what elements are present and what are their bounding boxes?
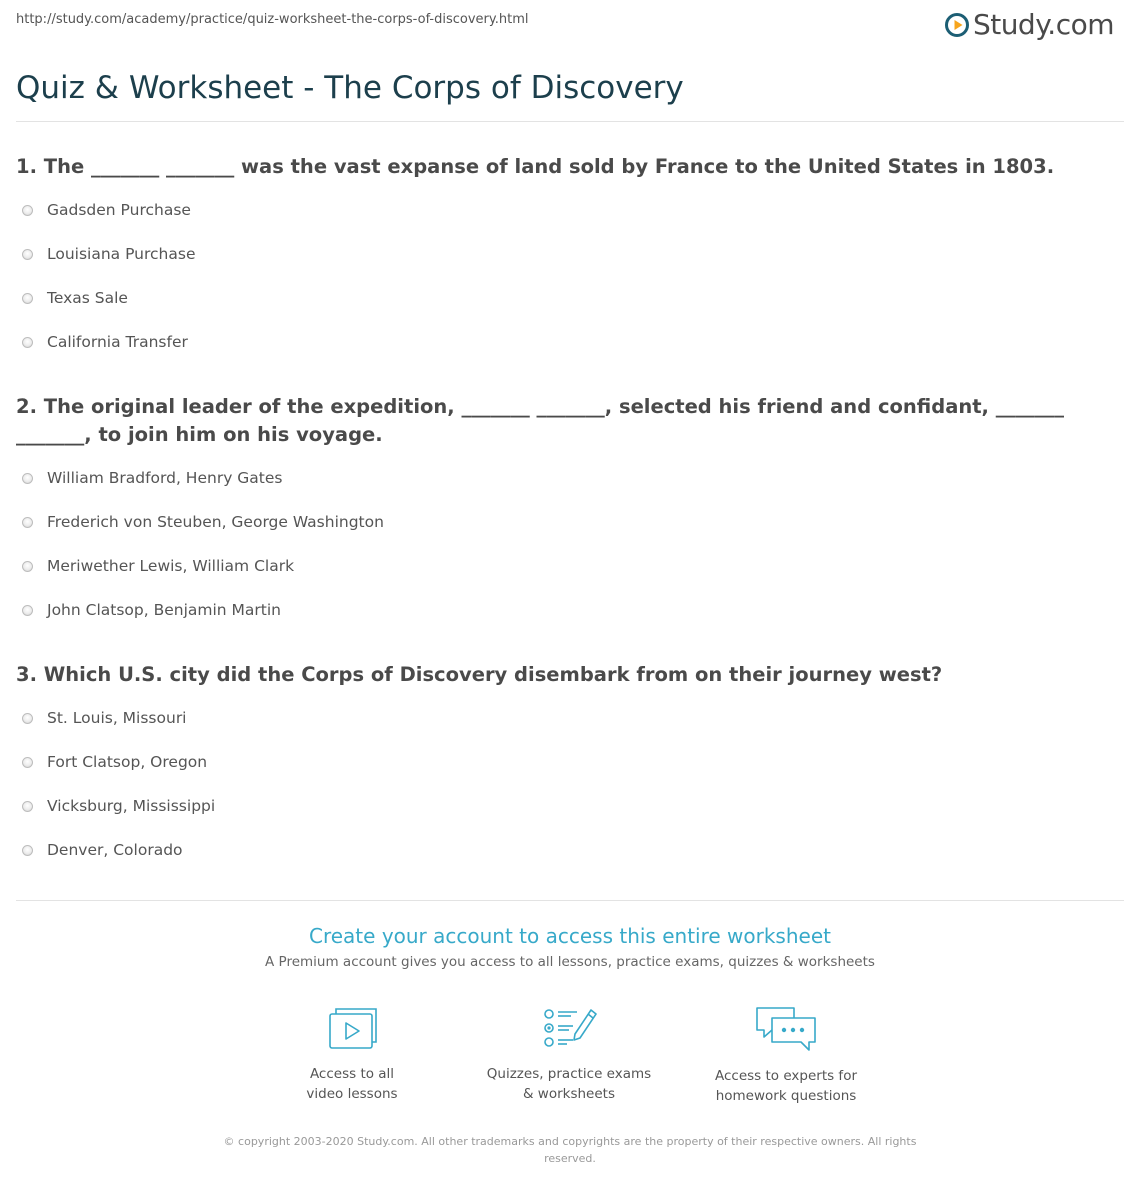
- feature-label-line1: Quizzes, practice exams: [486, 1066, 652, 1082]
- section-divider: [16, 900, 1124, 901]
- study-logo[interactable]: [945, 8, 1114, 41]
- feature-label-line2: homework questions: [715, 1088, 857, 1104]
- chat-bubbles-icon: [754, 1004, 818, 1054]
- cta-subtitle: A Premium account gives you access to all lessons, practice exams, quizzes & worksheets: [265, 954, 875, 970]
- feature-label-line2: & worksheets: [522, 1086, 615, 1102]
- feature-label-line1: Access to experts for: [714, 1068, 857, 1084]
- radio-button[interactable]: [22, 473, 33, 484]
- q3-option-3[interactable]: [22, 795, 215, 817]
- logo-text: Study.com: [972, 8, 1114, 41]
- option-label: St. Louis, Missouri: [47, 709, 187, 727]
- option-label: John Clatsop, Benjamin Martin: [47, 601, 281, 619]
- page-url[interactable]: http://study.com/academy/practice/quiz-worksheet-the-corps-of-discovery.html: [16, 12, 529, 27]
- q3-option-2[interactable]: [22, 751, 207, 773]
- option-label: Gadsden Purchase: [47, 201, 191, 219]
- option-label: Meriwether Lewis, William Clark: [47, 557, 295, 575]
- option-label: Fort Clatsop, Oregon: [47, 753, 208, 771]
- radio-button[interactable]: [22, 293, 33, 304]
- q1-option-2[interactable]: [22, 243, 196, 265]
- radio-button[interactable]: [22, 205, 33, 216]
- option-label: Denver, Colorado: [47, 841, 183, 859]
- option-label: Texas Sale: [47, 289, 128, 307]
- option-label: Vicksburg, Mississippi: [47, 797, 216, 815]
- q2-option-4[interactable]: [22, 599, 281, 621]
- title-divider: [16, 121, 1124, 122]
- q2-option-3[interactable]: [22, 555, 294, 577]
- q1-option-4[interactable]: [22, 331, 188, 353]
- q1-option-1[interactable]: [22, 199, 191, 221]
- question-2: 2. The original leader of the expedition, _______ _______, selected his friend and confidant, _______ _______, to join him on his voyage.: [16, 395, 1065, 446]
- radio-button[interactable]: [22, 713, 33, 724]
- feature-experts: [686, 1004, 886, 1106]
- q2-option-1[interactable]: [22, 467, 283, 489]
- question-3: 3. Which U.S. city did the Corps of Discovery disembark from on their journey west?: [16, 663, 943, 686]
- video-lessons-icon: [324, 1004, 380, 1052]
- option-label: William Bradford, Henry Gates: [47, 469, 283, 487]
- cta-title[interactable]: Create your account to access this entire worksheet: [309, 924, 831, 948]
- question-1: 1. The _______ _______ was the vast expanse of land sold by France to the United States in 1803.: [16, 155, 1055, 178]
- radio-button[interactable]: [22, 757, 33, 768]
- q3-option-4[interactable]: [22, 839, 183, 861]
- feature-quizzes: [469, 1004, 669, 1104]
- quiz-checklist-icon: [539, 1004, 599, 1052]
- top-bar: [0, 0, 1140, 52]
- page-title: Quiz & Worksheet - The Corps of Discovery: [16, 70, 684, 106]
- option-label: Louisiana Purchase: [47, 245, 196, 263]
- q3-option-1[interactable]: [22, 707, 187, 729]
- radio-button[interactable]: [22, 801, 33, 812]
- radio-button[interactable]: [22, 605, 33, 616]
- feature-video-lessons: [252, 1004, 452, 1104]
- option-label: California Transfer: [47, 333, 188, 351]
- feature-label-line2: video lessons: [306, 1086, 398, 1102]
- q2-option-2[interactable]: [22, 511, 384, 533]
- radio-button[interactable]: [22, 845, 33, 856]
- feature-label-line1: Access to all: [309, 1066, 395, 1082]
- option-label: Frederich von Steuben, George Washington: [47, 513, 384, 531]
- radio-button[interactable]: [22, 337, 33, 348]
- copyright-notice: © copyright 2003-2020 Study.com. All other trademarks and copyrights are the property of their respective owners. All rights reserved.: [223, 1135, 917, 1165]
- radio-button[interactable]: [22, 249, 33, 260]
- radio-button[interactable]: [22, 561, 33, 572]
- radio-button[interactable]: [22, 517, 33, 528]
- play-circle-icon: [945, 13, 969, 37]
- q1-option-3[interactable]: [22, 287, 128, 309]
